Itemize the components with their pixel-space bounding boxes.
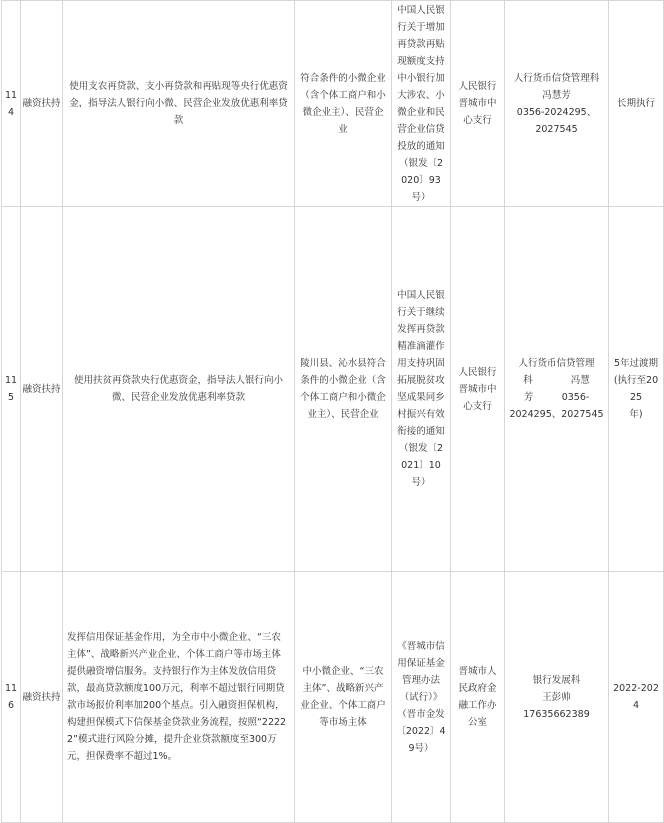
period-line: 5年过渡期 (613, 358, 659, 369)
row-period: 长期执行 (609, 1, 664, 207)
table-row (2, 572, 664, 823)
row-target: 中小微企业、“三农主体”、战略新兴产业企业、个体工商户等市场主体 (295, 572, 392, 823)
row-department: 人民银行晋城市中心支行 (451, 1, 505, 207)
row-contact (505, 572, 609, 823)
contact-line: 人行货币信贷管理 (518, 358, 595, 369)
policy-table (1, 0, 664, 823)
row-category: 融资扶持 (21, 572, 63, 823)
row-period (609, 207, 664, 572)
contact-line: 17635662389 (523, 708, 590, 720)
table-row (2, 207, 664, 572)
contact-line: 冯慧芳 (542, 89, 571, 101)
row-period: 2022-2024 (609, 572, 664, 823)
period-line: 年) (629, 409, 643, 420)
period-line: (执行至2025 (613, 375, 659, 403)
row-category: 融资扶持 (21, 207, 63, 572)
row-document: 《晋城市信用保证基金管理办法（试行）》（晋市金发〔2022〕49号） (392, 572, 451, 823)
row-category: 融资扶持 (21, 1, 63, 207)
row-number: 116 (2, 572, 21, 823)
contact-line: 王彭帅 (542, 691, 571, 703)
contact-line: 科 冯慧 (523, 375, 590, 386)
contact-line: 2024295、2027545 (509, 409, 604, 420)
contact-line: 银行发展科 (532, 674, 581, 686)
row-content: 发挥信用保证基金作用，为全市中小微企业、“三农主体”、战略新兴产业企业、个体工商户等市场主体提供融资增信服务。支持银行作为主体发放信用贷款，最高贷款额度100万元，利率不超过银行同期贷款市场报价利率加200个基点。引入融资担保机构，构建担保模式下信保基金贷款业务流程，按照“22222”模式进行风险分摊，提升企业贷款额度至300万元，担保费率不超过1%。 (63, 572, 295, 823)
contact-line: 2027545 (535, 123, 578, 135)
row-contact (505, 1, 609, 207)
row-contact (505, 207, 609, 572)
table-row (2, 1, 664, 207)
row-department: 晋城市人民政府金融工作办公室 (451, 572, 505, 823)
row-target: 陵川县、沁水县符合条件的小微企业（含个体工商户和小微企业主）、民营企业 (295, 207, 392, 572)
row-content: 使用扶贫再贷款央行优惠资金，指导法人银行向小微、民营企业发放优惠利率贷款 (63, 207, 295, 572)
row-document: 中国人民银行关于增加再贷款再贴现额度支持中小银行加大涉农、小微企业和民营企业信贷投放的通知（银发〔2020〕93号） (392, 1, 451, 207)
row-number: 114 (2, 1, 21, 207)
contact-line: 0356-2024295、 (516, 106, 597, 118)
row-target: 符合条件的小微企业（含个体工商户和小微企业主）、民营企业 (295, 1, 392, 207)
row-content: 使用支农再贷款、支小再贷款和再贴现等央行优惠资金，指导法人银行向小微、民营企业发放优惠利率贷款 (63, 1, 295, 207)
row-department: 人民银行晋城市中心支行 (451, 207, 505, 572)
row-document: 中国人民银行关于继续发挥再贷款精准滴灌作用支持巩固拓展脱贫攻坚成果同乡村振兴有效衔接的通知（银发〔2021〕10号） (392, 207, 451, 572)
row-number: 115 (2, 207, 21, 572)
contact-line: 人行货币信贷管理科 (513, 72, 600, 84)
contact-line: 芳 0356- (523, 392, 590, 403)
